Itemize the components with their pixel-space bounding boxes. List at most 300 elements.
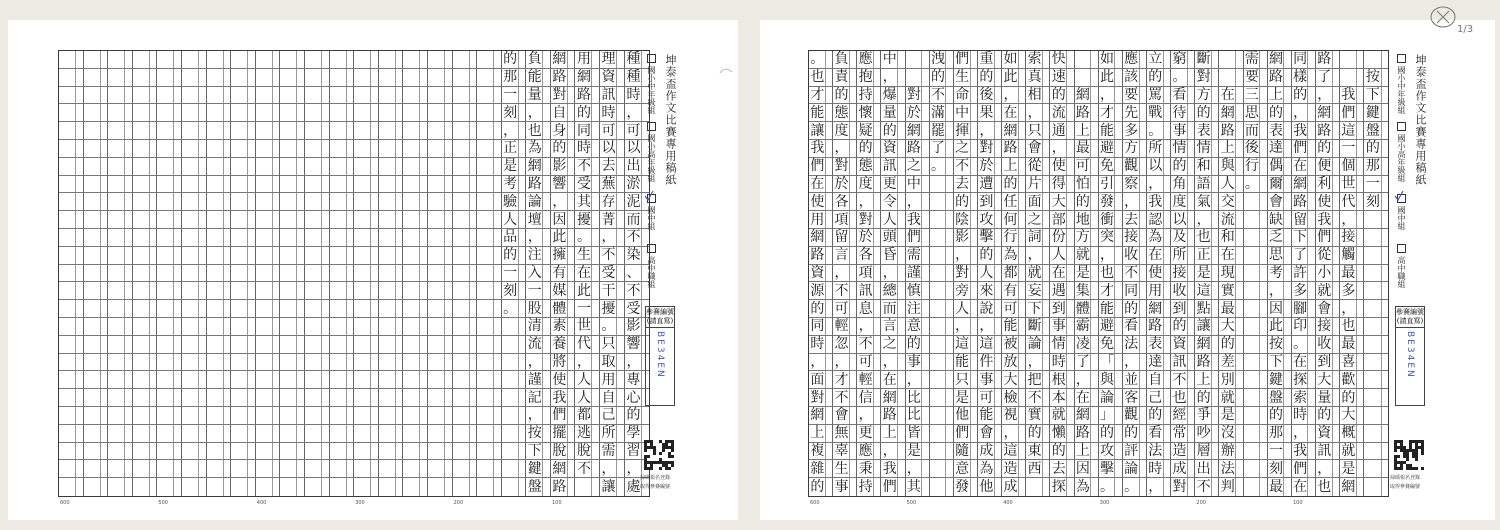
- written-character: 們: [810, 158, 825, 175]
- grid-cell: [1292, 371, 1316, 389]
- grid-cell: [1171, 478, 1195, 496]
- written-character: ，: [1317, 460, 1332, 477]
- written-character: 言: [834, 247, 849, 264]
- written-character: ，: [882, 69, 897, 86]
- written-character: 是: [1220, 407, 1235, 424]
- written-character: 們: [955, 425, 970, 442]
- grid-cell: [330, 122, 355, 140]
- grid-cell: [930, 478, 954, 496]
- written-character: 負: [527, 51, 542, 68]
- written-character: 乏: [1269, 229, 1283, 246]
- grid-cell: [1171, 460, 1195, 478]
- grid-cell: [305, 104, 330, 122]
- grid-cell: [1244, 389, 1268, 407]
- written-character: 事: [1172, 122, 1187, 139]
- grid-cell: [428, 300, 453, 318]
- grid-cell: [108, 425, 133, 443]
- grid-cell: [354, 443, 379, 461]
- written-character: 片: [1027, 175, 1042, 192]
- grid-cell: [453, 51, 478, 69]
- grid-cell: [857, 193, 881, 211]
- grid-cell: [157, 354, 182, 372]
- checkbox[interactable]: [1397, 244, 1406, 253]
- grid-cell: [59, 389, 84, 407]
- grid-cell: [231, 265, 256, 283]
- written-character: 訊: [601, 86, 616, 103]
- grid-cell: [1026, 282, 1050, 300]
- grid-cell: [1147, 69, 1171, 87]
- written-character: 的: [626, 407, 641, 424]
- written-character: 任: [1003, 193, 1018, 210]
- grid-cell: [930, 211, 954, 229]
- grid-cell: [502, 300, 527, 318]
- grid-cell: [1244, 122, 1268, 140]
- grid-cell: [1364, 265, 1388, 283]
- written-character: 種: [626, 51, 641, 68]
- grid-cell: [305, 282, 330, 300]
- sheet-sidebar-page-2: [640, 48, 678, 488]
- grid-cell: [857, 300, 881, 318]
- written-character: 遭: [979, 175, 994, 192]
- written-character: 下: [527, 442, 542, 459]
- written-character: 上: [882, 425, 897, 442]
- written-character: 能: [955, 353, 970, 370]
- grid-cell: [1244, 158, 1268, 176]
- qr-module: [644, 449, 647, 452]
- written-character: 就: [1051, 407, 1066, 424]
- grid-cell: [1268, 460, 1292, 478]
- grid-cell: [954, 104, 978, 122]
- written-character: 量: [882, 104, 897, 121]
- grid-cell: [84, 247, 109, 265]
- written-character: 影: [552, 158, 567, 175]
- grid-cell: [809, 282, 833, 300]
- grid-cell: [526, 140, 551, 158]
- written-character: 點: [1196, 300, 1211, 317]
- grid-cell: [256, 122, 281, 140]
- grid-cell: [59, 193, 84, 211]
- grid-cell: [231, 51, 256, 69]
- grid-cell: [428, 282, 453, 300]
- grid-cell: [1244, 282, 1268, 300]
- category-option[interactable]: [1396, 54, 1407, 114]
- written-character: 的: [1148, 69, 1163, 86]
- grid-cell: [1219, 460, 1243, 478]
- entry-number-box[interactable]: [645, 306, 675, 406]
- category-option[interactable]: [646, 122, 657, 182]
- grid-cell: [978, 69, 1002, 87]
- grid-cell: [551, 51, 576, 69]
- grid-cell: [1147, 122, 1171, 140]
- grid-cell: [1268, 247, 1292, 265]
- written-character: 才: [1100, 104, 1115, 121]
- grid-cell: [428, 158, 453, 176]
- grid-cell: [403, 247, 428, 265]
- written-character: 信: [858, 389, 873, 406]
- written-character: ，: [906, 371, 921, 388]
- grid-cell: [1340, 104, 1364, 122]
- written-character: 攻: [979, 211, 994, 228]
- grid-cell: [428, 193, 453, 211]
- grid-cell: [1195, 265, 1219, 283]
- grid-cell: [428, 371, 453, 389]
- grid-cell: [1364, 282, 1388, 300]
- grid-cell: [1244, 407, 1268, 425]
- grid-cell: [477, 193, 502, 211]
- grid-cell: [809, 69, 833, 87]
- written-character: 罷: [931, 122, 946, 139]
- grid-cell: [1147, 265, 1171, 283]
- written-character: 以: [1148, 158, 1163, 175]
- grid-cell: [1195, 122, 1219, 140]
- grid-cell: [1026, 69, 1050, 87]
- grid-cell: [1123, 354, 1147, 372]
- qr-code-icon[interactable]: [644, 440, 674, 470]
- grid-cell: [280, 51, 305, 69]
- grid-cell: [1316, 69, 1340, 87]
- grid-cell: [305, 300, 330, 318]
- written-character: 影: [626, 318, 641, 335]
- grid-cell: [1002, 371, 1026, 389]
- grid-cell: [881, 389, 905, 407]
- written-character: 之: [955, 140, 970, 157]
- grid-cell: [403, 229, 428, 247]
- category-option[interactable]: [646, 54, 657, 114]
- written-character: 他: [979, 479, 994, 496]
- grid-cell: [1026, 443, 1050, 461]
- written-character: 的: [1124, 425, 1139, 442]
- grid-cell: [906, 229, 930, 247]
- grid-cell: [1244, 140, 1268, 158]
- grid-cell: [502, 87, 527, 105]
- entry-number-box[interactable]: [1395, 306, 1425, 406]
- grid-cell: [881, 51, 905, 69]
- grid-cell: [1219, 211, 1243, 229]
- grid-cell: [1002, 443, 1026, 461]
- grid-cell: [1099, 354, 1123, 372]
- grid-cell: [477, 371, 502, 389]
- written-character: 快: [1051, 51, 1066, 68]
- grid-cell: [600, 478, 625, 496]
- written-character: 大: [1341, 407, 1356, 424]
- grid-cell: [954, 176, 978, 194]
- written-character: 達: [1269, 140, 1283, 157]
- grid-cell: [1171, 122, 1195, 140]
- scale-label: 200: [453, 500, 464, 506]
- written-character: 造: [1172, 442, 1187, 459]
- grid-cell: [1123, 265, 1147, 283]
- grid-cell: [1219, 229, 1243, 247]
- grid-cell: [157, 460, 182, 478]
- grid-cell: [930, 158, 954, 176]
- written-character: 對: [979, 140, 994, 157]
- grid-cell: [1171, 318, 1195, 336]
- grid-cell: [1147, 336, 1171, 354]
- grid-cell: [1171, 354, 1195, 372]
- grid-cell: [881, 104, 905, 122]
- sheet-title: 坤泰盃作文比賽專用稿紙: [664, 54, 677, 186]
- grid-cell: [84, 336, 109, 354]
- written-character: 態: [834, 104, 849, 121]
- grid-cell: [231, 354, 256, 372]
- grid-cell: [84, 300, 109, 318]
- grid-cell: [1268, 193, 1292, 211]
- checkbox[interactable]: [647, 122, 656, 131]
- entry-number-value: BE34EN: [655, 331, 665, 379]
- grid-cell: [108, 389, 133, 407]
- grid-cell: [833, 229, 857, 247]
- grid-cell: [978, 176, 1002, 194]
- grid-cell: [881, 87, 905, 105]
- grid-cell: [1195, 176, 1219, 194]
- grid-cell: [551, 69, 576, 87]
- written-character: 。: [1100, 479, 1115, 496]
- written-character: 生: [955, 69, 970, 86]
- written-character: 們: [955, 51, 970, 68]
- written-character: 概: [1341, 425, 1356, 442]
- written-character: 路: [576, 86, 591, 103]
- qr-module: [668, 467, 671, 470]
- grid-cell: [833, 69, 857, 87]
- grid-cell: [330, 460, 355, 478]
- category-option[interactable]: [1396, 122, 1407, 182]
- written-character: 對: [1196, 69, 1211, 86]
- grid-cell: [1123, 87, 1147, 105]
- written-character: 為: [527, 140, 542, 157]
- written-character: 不: [1172, 371, 1187, 388]
- grid-cell: [108, 371, 133, 389]
- written-character: 路: [1075, 104, 1090, 121]
- grid-cell: [978, 122, 1002, 140]
- grid-cell: [280, 443, 305, 461]
- written-character: 引: [1100, 175, 1115, 192]
- grid-cell: [1123, 176, 1147, 194]
- grid-cell: [108, 104, 133, 122]
- grid-cell: [575, 69, 600, 87]
- grid-cell: [833, 443, 857, 461]
- written-character: ，: [1003, 425, 1018, 442]
- grid-cell: [833, 247, 857, 265]
- grid-cell: [881, 265, 905, 283]
- written-character: 不: [1196, 479, 1211, 496]
- grid-cell: [833, 211, 857, 229]
- grid-cell: [133, 104, 158, 122]
- written-character: 先: [1124, 104, 1139, 121]
- grid-cell: [1026, 51, 1050, 69]
- category-option[interactable]: [646, 244, 657, 288]
- grid-cell: [502, 140, 527, 158]
- written-character: 不: [1027, 389, 1042, 406]
- written-character: 怕: [1075, 175, 1090, 192]
- grid-cell: [881, 371, 905, 389]
- grid-cell: [1244, 336, 1268, 354]
- grid-cell: [1292, 193, 1316, 211]
- written-character: 鍵: [1269, 371, 1283, 388]
- grid-cell: [857, 51, 881, 69]
- grid-cell: [354, 69, 379, 87]
- written-character: 謹: [527, 371, 542, 388]
- written-character: 學: [626, 425, 641, 442]
- grid-cell: [231, 282, 256, 300]
- written-character: 各: [834, 193, 849, 210]
- grid-cell: [1219, 69, 1243, 87]
- grid-cell: [1244, 104, 1268, 122]
- grid-cell: [930, 122, 954, 140]
- grid-cell: [551, 371, 576, 389]
- checkbox[interactable]: [1397, 54, 1406, 63]
- grid-cell: [978, 265, 1002, 283]
- grid-cell: [1292, 140, 1316, 158]
- grid-cell: [1292, 354, 1316, 372]
- grid-cell: [477, 389, 502, 407]
- grid-cell: [59, 176, 84, 194]
- written-character: ，: [1196, 211, 1211, 228]
- written-character: 索: [1027, 51, 1042, 68]
- written-character: 網: [1317, 104, 1332, 121]
- written-character: 將: [552, 353, 567, 370]
- written-character: ，: [1100, 247, 1115, 264]
- grid-cell: [1099, 229, 1123, 247]
- written-character: 面: [1027, 193, 1042, 210]
- written-character: 通: [1051, 122, 1066, 139]
- written-character: 多: [1124, 122, 1139, 139]
- grid-cell: [978, 460, 1002, 478]
- grid-cell: [1364, 300, 1388, 318]
- written-character: 的: [834, 86, 849, 103]
- grid-cell: [1316, 371, 1340, 389]
- grid-cell: [477, 122, 502, 140]
- grid-cell: [133, 443, 158, 461]
- written-character: 中: [955, 104, 970, 121]
- grid-cell: [1316, 443, 1340, 461]
- grid-cell: [305, 460, 330, 478]
- written-character: 流: [1051, 104, 1066, 121]
- grid-cell: [1340, 265, 1364, 283]
- written-character: 就: [1075, 247, 1090, 264]
- written-character: 於: [979, 158, 994, 175]
- written-character: 干: [601, 282, 616, 299]
- grid-cell: [256, 318, 281, 336]
- grid-cell: [108, 140, 133, 158]
- grid-cell: [906, 158, 930, 176]
- written-character: 論: [1100, 389, 1115, 406]
- written-character: 三: [1244, 86, 1259, 103]
- grid-cell: [1195, 140, 1219, 158]
- checkbox[interactable]: [647, 244, 656, 253]
- grid-cell: [379, 282, 404, 300]
- grid-cell: [1050, 389, 1074, 407]
- written-character: 可: [626, 122, 641, 139]
- written-character: 方: [1124, 140, 1139, 157]
- grid-cell: [207, 478, 232, 496]
- grid-cell: [157, 443, 182, 461]
- grid-cell: [978, 389, 1002, 407]
- grid-cell: [1147, 140, 1171, 158]
- written-character: 能: [810, 104, 825, 121]
- written-character: ，: [1100, 86, 1115, 103]
- grid-cell: [978, 443, 1002, 461]
- grid-cell: [1050, 336, 1074, 354]
- grid-cell: [207, 354, 232, 372]
- written-character: 路: [882, 407, 897, 424]
- grid-cell: [1340, 354, 1364, 372]
- grid-cell: [930, 443, 954, 461]
- checkbox[interactable]: [647, 54, 656, 63]
- grid-cell: [600, 336, 625, 354]
- grid-cell: [157, 336, 182, 354]
- grid-cell: [1171, 425, 1195, 443]
- grid-cell: [133, 282, 158, 300]
- grid-cell: [906, 176, 930, 194]
- grid-cell: [1099, 158, 1123, 176]
- written-character: 遇: [1051, 282, 1066, 299]
- grid-cell: [182, 51, 207, 69]
- grid-cell: [477, 158, 502, 176]
- grid-cell: [108, 158, 133, 176]
- written-character: 為: [1075, 479, 1090, 496]
- grid-cell: [1050, 265, 1074, 283]
- grid-cell: [954, 336, 978, 354]
- written-character: 大: [1051, 193, 1066, 210]
- written-character: 們: [1293, 140, 1308, 157]
- grid-cell: [1147, 407, 1171, 425]
- grid-cell: [600, 69, 625, 87]
- written-character: 懷: [858, 104, 873, 121]
- grid-cell: [1050, 443, 1074, 461]
- grid-cell: [379, 158, 404, 176]
- grid-cell: [575, 51, 600, 69]
- written-character: 此: [1100, 69, 1115, 86]
- grid-cell: [453, 389, 478, 407]
- category-option[interactable]: [1396, 244, 1407, 288]
- checkbox[interactable]: [1397, 122, 1406, 131]
- written-character: 會: [979, 425, 994, 442]
- written-character: ，: [882, 353, 897, 370]
- grid-cell: [330, 247, 355, 265]
- grid-cell: [600, 282, 625, 300]
- grid-cell: [930, 69, 954, 87]
- grid-cell: [182, 158, 207, 176]
- written-character: 以: [601, 140, 616, 157]
- written-character: 的: [882, 122, 897, 139]
- grid-cell: [857, 140, 881, 158]
- grid-cell: [1123, 478, 1147, 496]
- written-character: 真: [1027, 69, 1042, 86]
- grid-cell: [108, 211, 133, 229]
- written-character: 表: [1196, 122, 1211, 139]
- grid-cell: [1075, 176, 1099, 194]
- grid-cell: [1147, 460, 1171, 478]
- grid-cell: [526, 122, 551, 140]
- check-mark-icon: [1393, 190, 1405, 202]
- category-option-label: 國小中年級組: [1397, 66, 1406, 114]
- grid-cell: [1219, 443, 1243, 461]
- written-character: 份: [1051, 229, 1066, 246]
- grid-cell: [453, 69, 478, 87]
- grid-cell: [157, 318, 182, 336]
- written-character: 地: [1075, 211, 1090, 228]
- written-character: 現: [1220, 264, 1235, 281]
- grid-cell: [1195, 158, 1219, 176]
- written-character: 表: [1148, 336, 1163, 353]
- grid-cell: [256, 282, 281, 300]
- grid-cell: [157, 265, 182, 283]
- grid-cell: [1099, 371, 1123, 389]
- grid-cell: [526, 407, 551, 425]
- qr-code-icon[interactable]: [1394, 440, 1424, 470]
- grid-cell: [600, 407, 625, 425]
- grid-cell: [600, 265, 625, 283]
